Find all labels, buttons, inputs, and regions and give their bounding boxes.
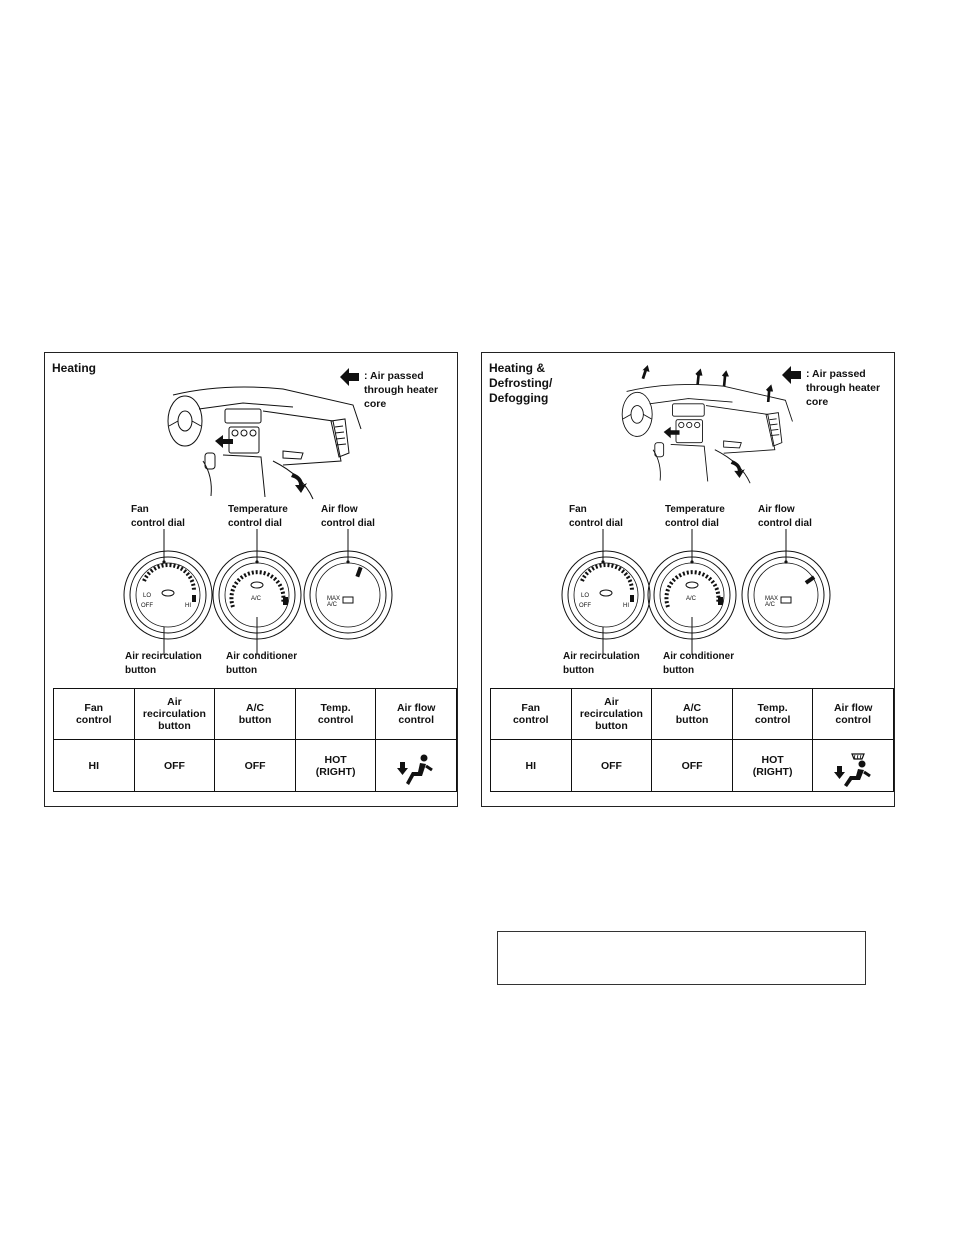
- fan-lo-text: LO: [581, 593, 590, 599]
- fan-hi-text: HI: [623, 603, 629, 609]
- table-header: Air recirculation button: [571, 689, 652, 740]
- dashboard-illustration: [606, 365, 806, 485]
- table-cell: [376, 740, 457, 792]
- temp-dial-label: Temperature control dial: [665, 504, 725, 529]
- table-cell: OFF: [571, 740, 652, 792]
- foot-defrost-vent-icon: [833, 752, 873, 788]
- fan-control-dial[interactable]: [124, 551, 212, 639]
- panel-title: Heating & Defrosting/ Defogging: [489, 361, 553, 405]
- table-cell: [813, 740, 894, 792]
- airflow-dial-label: Air flow control dial: [758, 504, 812, 529]
- legend-text: : Air passed through heater core: [806, 368, 881, 408]
- table-cell: OFF: [215, 740, 295, 792]
- panel-title: Heating: [52, 361, 97, 375]
- ac-button-label: Air conditioner button: [663, 651, 735, 676]
- airflow-dial-label: Air flow control dial: [321, 504, 375, 529]
- fan-off-text: OFF: [579, 603, 591, 609]
- fan-lo-text: LO: [143, 593, 152, 599]
- fan-dial-label: Fan control dial: [131, 504, 185, 529]
- fan-control-dial[interactable]: [562, 551, 650, 639]
- table-header: Air flow control: [813, 689, 894, 740]
- table-cell: OFF: [652, 740, 732, 792]
- recirc-button-label: Air recirculation button: [563, 651, 640, 676]
- heating-panel: [44, 352, 458, 807]
- table-cell: HOT (RIGHT): [732, 740, 813, 792]
- recirc-button-label: Air recirculation button: [125, 651, 202, 676]
- air-flow-control-dial[interactable]: [304, 551, 392, 639]
- temp-ac-text: A/C: [686, 596, 697, 602]
- table-cell: HI: [491, 740, 572, 792]
- table-header: Temp. control: [732, 689, 813, 740]
- legend-text: : Air passed through heater core: [364, 370, 439, 410]
- foot-vent-icon: [396, 752, 436, 788]
- fan-dial-label: Fan control dial: [569, 504, 623, 529]
- table-cell: HOT (RIGHT): [295, 740, 376, 792]
- table-header: Fan control: [491, 689, 572, 740]
- settings-table: [53, 688, 457, 792]
- air-flow-control-dial[interactable]: [742, 551, 830, 639]
- fan-hi-text: HI: [185, 603, 191, 609]
- dashboard-illustration: [163, 381, 363, 501]
- heating-defrosting-panel: [481, 352, 895, 807]
- ac-button-label: Air conditioner button: [226, 651, 298, 676]
- temp-ac-text: A/C: [251, 596, 262, 602]
- table-cell: HI: [54, 740, 135, 792]
- table-header: Air recirculation button: [134, 689, 215, 740]
- airflow-max-text: MAX A/C: [765, 596, 779, 608]
- empty-note-box: [497, 931, 866, 985]
- temp-dial-label: Temperature control dial: [228, 504, 288, 529]
- airflow-max-text: MAX A/C: [327, 596, 341, 608]
- table-header: Fan control: [54, 689, 135, 740]
- settings-table: [490, 688, 894, 792]
- table-cell: OFF: [134, 740, 215, 792]
- table-header: Temp. control: [295, 689, 376, 740]
- table-header: A/C button: [215, 689, 295, 740]
- table-header: A/C button: [652, 689, 732, 740]
- fan-off-text: OFF: [141, 603, 153, 609]
- table-header: Air flow control: [376, 689, 457, 740]
